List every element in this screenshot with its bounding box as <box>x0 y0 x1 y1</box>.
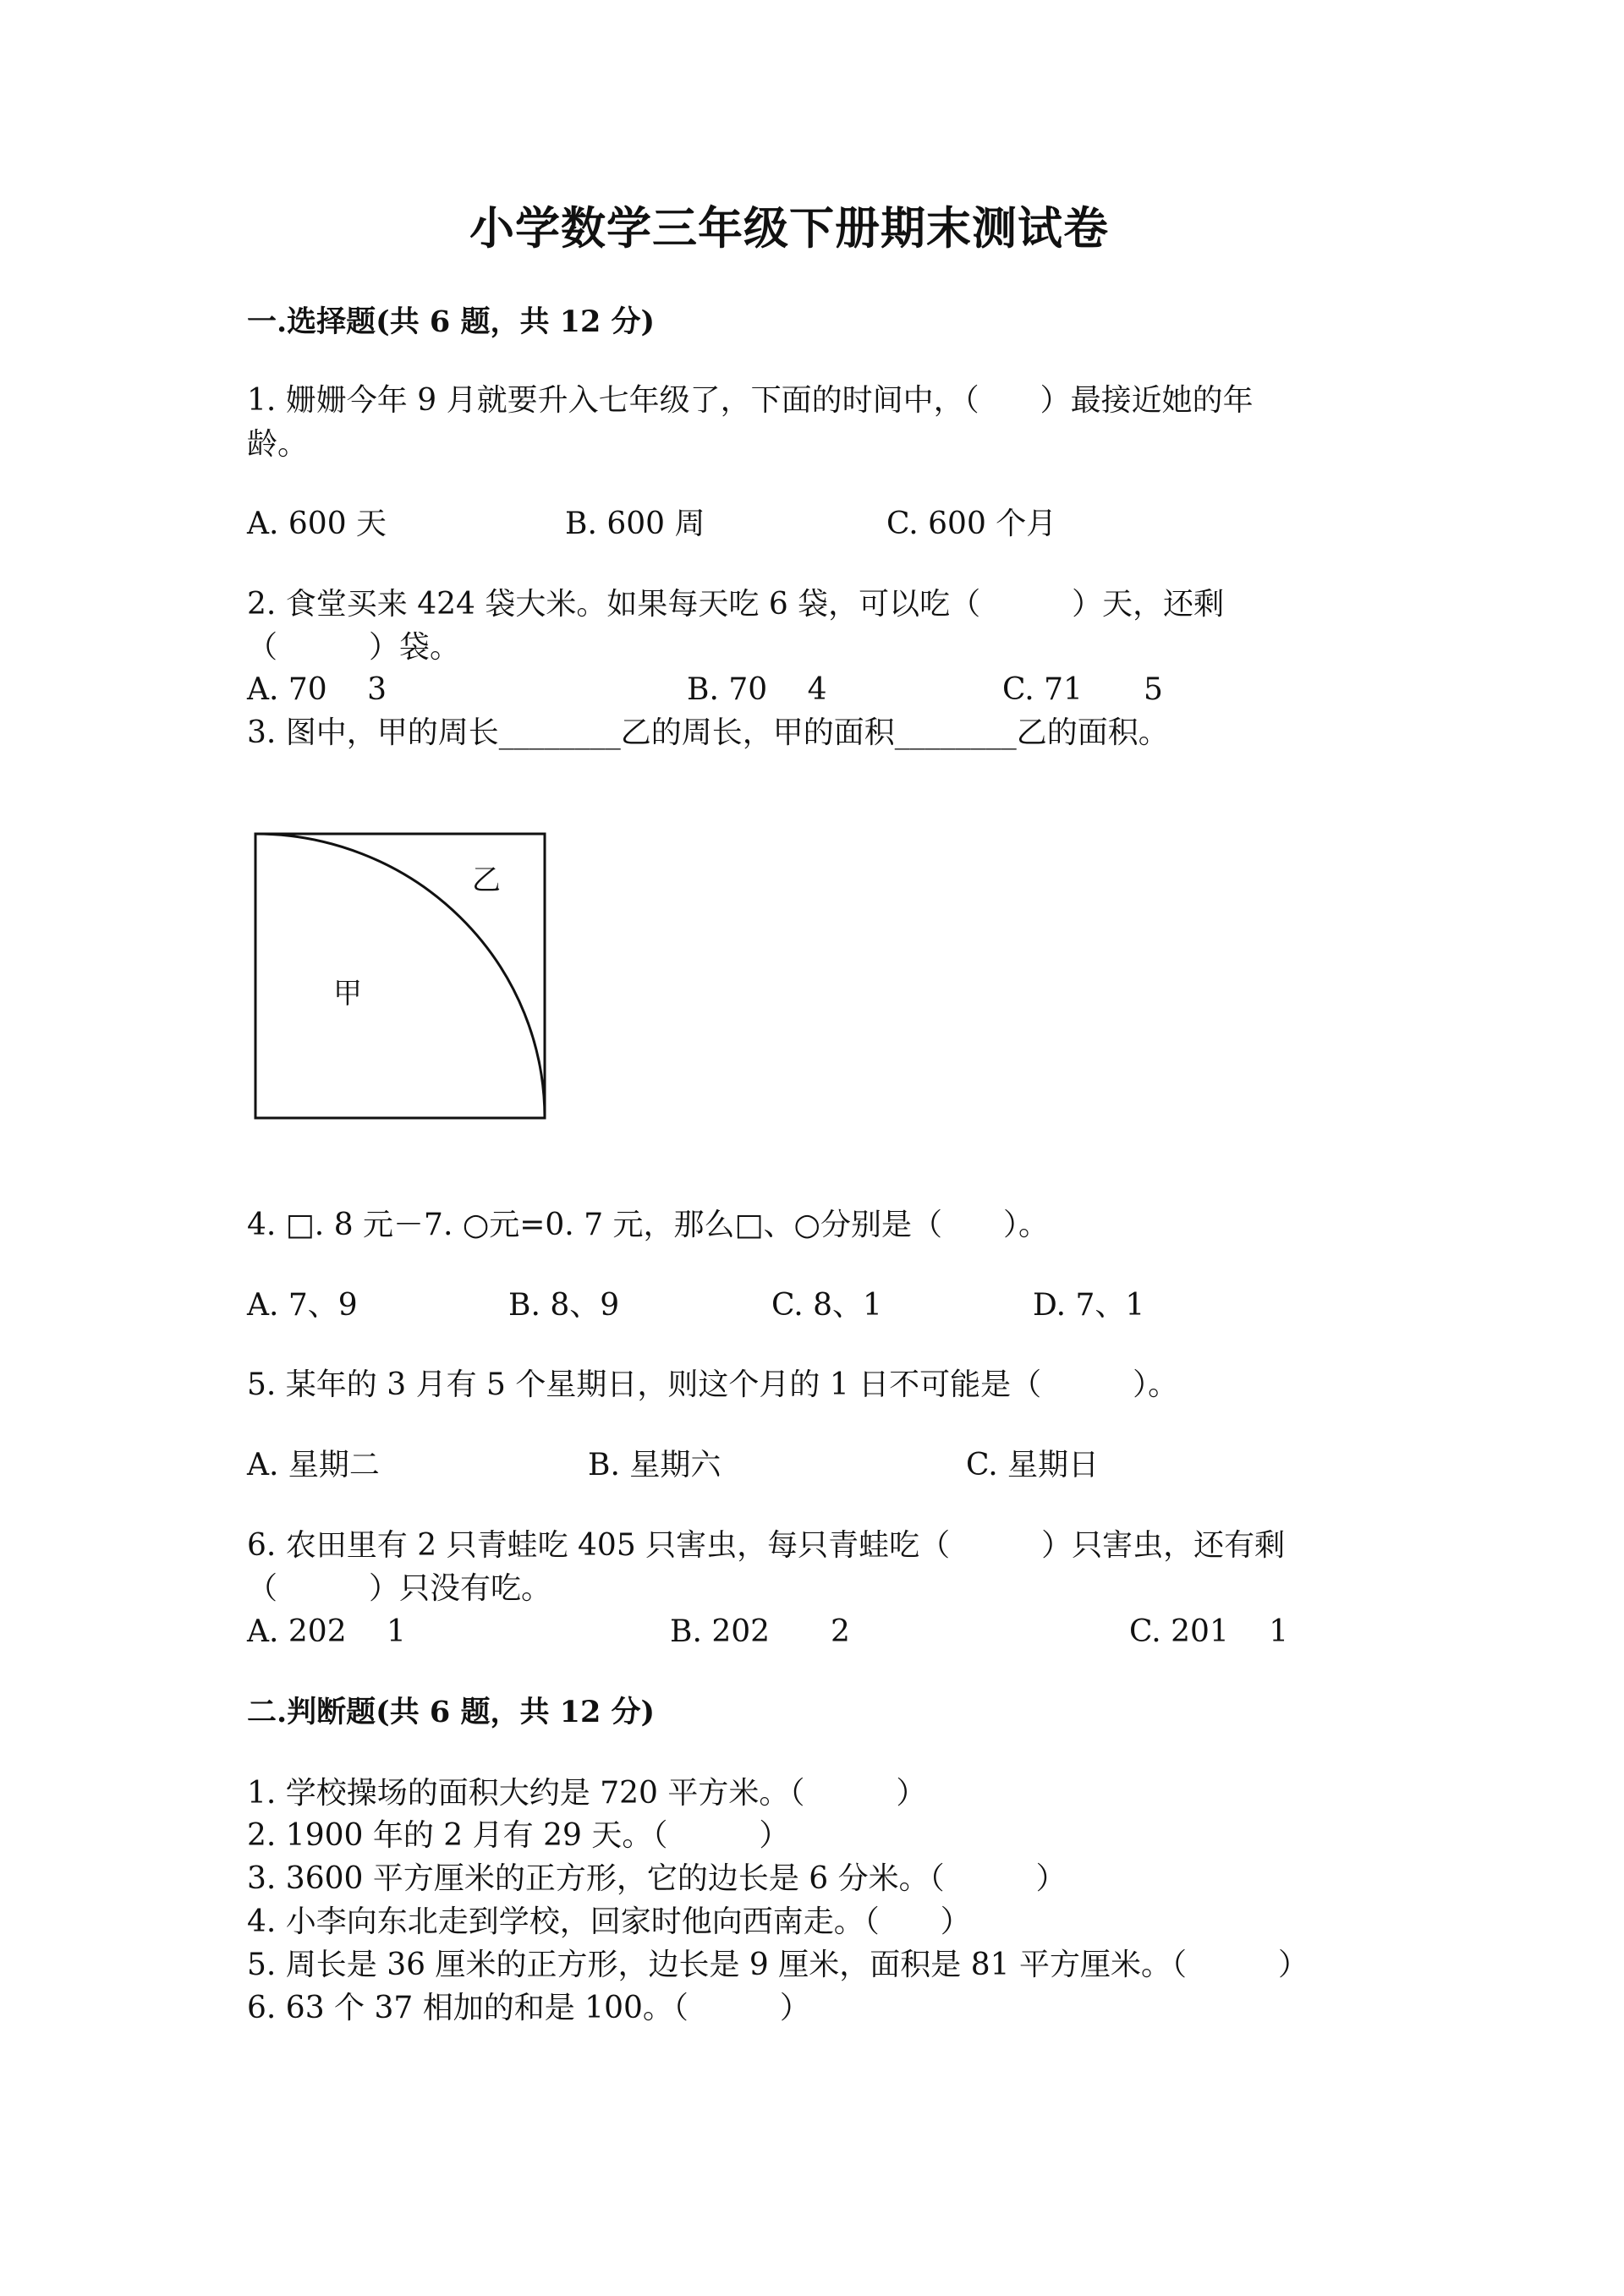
judgement-item-2: 2. 1900 年的 2 月有 29 天。（ ） <box>247 1818 790 1853</box>
judgement-item-3: 3. 3600 平方厘米的正方形，它的边长是 6 分米。（ ） <box>247 1861 1067 1896</box>
question-1-option-a: A. 600 天 <box>247 507 387 541</box>
question-3-line1: 3. 图中，甲的周长________乙的周长，甲的面积________乙的面积。 <box>247 715 1169 750</box>
question-1-line2: 龄。 <box>247 427 309 462</box>
question-5-line1: 5. 某年的 3 月有 5 个星期日，则这个月的 1 日不可能是（ ）。 <box>247 1367 1179 1402</box>
question-2-line2: （ ）袋。 <box>247 630 461 665</box>
judgement-item-6: 6. 63 个 37 相加的和是 100。（ ） <box>247 1991 810 2025</box>
question-4-line1: 4. □. 8 元－7. ○元=0. 7 元，那么□、○分别是（ ）。 <box>247 1208 1049 1242</box>
judgement-item-5: 5. 周长是 36 厘米的正方形，边长是 9 厘米，面积是 81 平方厘米。（ ） <box>247 1948 1309 1982</box>
question-4-option-b: B. 8、9 <box>508 1288 620 1323</box>
question-5-option-a: A. 星期二 <box>247 1448 380 1482</box>
section-heading-judgement: 二.判断题(共 6 题，共 12 分) <box>247 1695 656 1729</box>
question-4-option-d: D. 7、1 <box>1033 1288 1145 1323</box>
question-1-line1: 1. 姗姗今年 9 月就要升入七年级了，下面的时间中，（ ）最接近她的年 <box>247 383 1254 418</box>
question-3-figure <box>250 829 551 1125</box>
judgement-item-4: 4. 小李向东北走到学校，回家时他向西南走。（ ） <box>247 1904 971 1939</box>
section-heading-choice: 一.选择题(共 6 题，共 12 分) <box>247 304 656 339</box>
page-title: 小学数学三年级下册期末测试卷 <box>469 202 1109 255</box>
question-2-option-a: A. 70 3 <box>247 672 387 707</box>
question-6-option-c: C. 201 1 <box>1129 1614 1289 1649</box>
question-4-option-c: C. 8、1 <box>771 1288 882 1323</box>
figure-square <box>255 834 545 1118</box>
question-2-line1: 2. 食堂买来 424 袋大米。如果每天吃 6 袋，可以吃（ ）天，还剩 <box>247 587 1225 622</box>
question-6-line2: （ ）只没有吃。 <box>247 1571 552 1606</box>
question-4-option-a: A. 7、9 <box>247 1288 358 1323</box>
question-6-option-b: B. 202 2 <box>670 1614 850 1649</box>
figure-quarter-arc <box>255 834 545 1118</box>
judgement-item-1: 1. 学校操场的面积大约是 720 平方米。（ ） <box>247 1776 927 1811</box>
question-1-option-b: B. 600 周 <box>565 507 705 541</box>
question-1-option-c: C. 600 个月 <box>886 507 1057 541</box>
question-6-option-a: A. 202 1 <box>247 1614 406 1649</box>
figure-label-yi: 乙 <box>472 863 501 897</box>
figure-label-jia: 甲 <box>333 977 362 1011</box>
question-5-option-c: C. 星期日 <box>966 1448 1100 1482</box>
question-2-option-c: C. 71 5 <box>1002 672 1163 707</box>
question-5-option-b: B. 星期六 <box>588 1448 721 1482</box>
question-2-option-b: B. 70 4 <box>687 672 827 707</box>
question-6-line1: 6. 农田里有 2 只青蛙吃 405 只害虫，每只青蛙吃（ ）只害虫，还有剩 <box>247 1528 1286 1563</box>
